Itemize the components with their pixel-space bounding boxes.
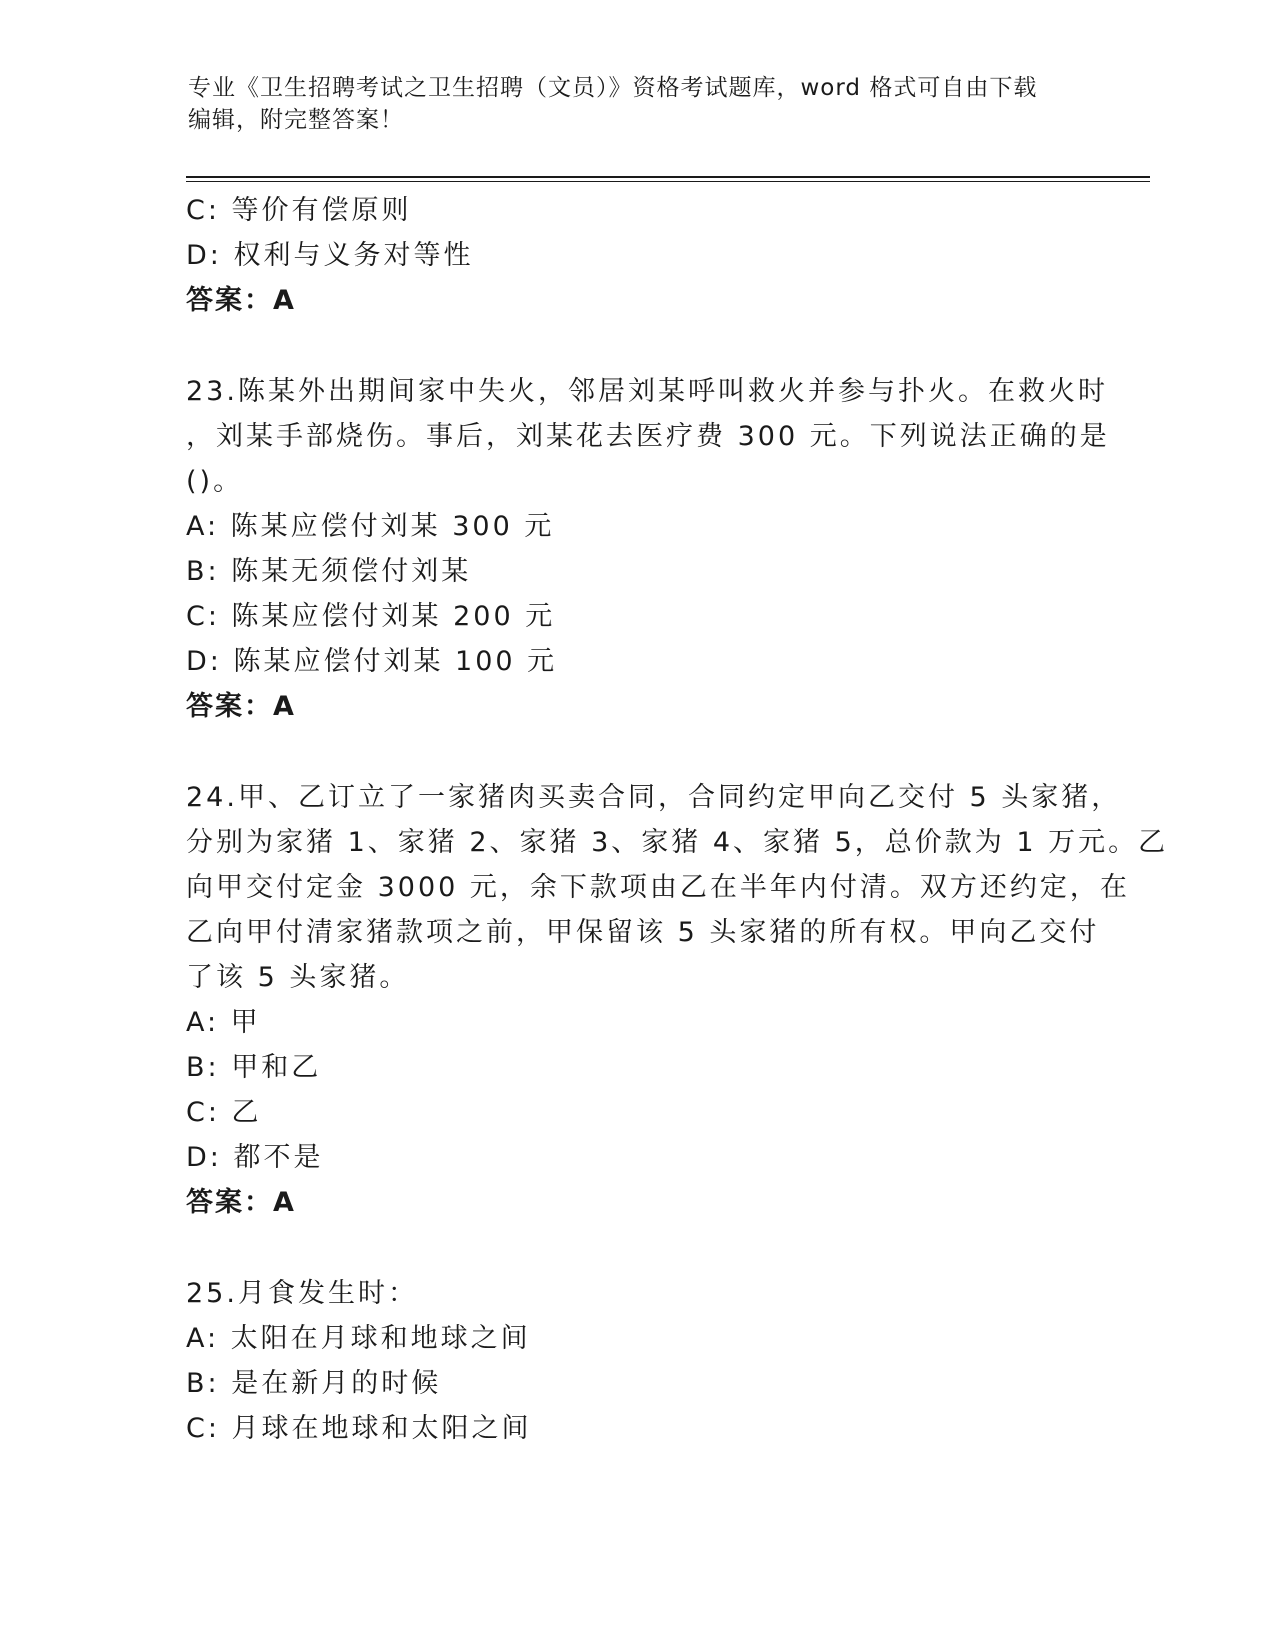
option-d: D: 权利与义务对等性 — [186, 240, 474, 271]
header-line-2: 编辑，附完整答案！ — [188, 107, 404, 133]
answer-label: 答案：A — [186, 1187, 296, 1218]
document-header — [188, 72, 1088, 136]
spacer — [186, 323, 1086, 369]
option-d: D: 都不是 — [186, 1142, 324, 1173]
header-divider-thick — [186, 176, 1150, 178]
option-c: C: 乙 — [186, 1097, 262, 1128]
question-stem-line: 23.陈某外出期间家中失火，邻居刘某呼叫救火并参与扑火。在救火时 — [186, 376, 1108, 407]
answer-label: 答案：A — [186, 285, 296, 316]
header-line-1: 专业《卫生招聘考试之卫生招聘（文员）》资格考试题库，word 格式可自由下载 — [188, 75, 1038, 101]
question-stem-line: 分别为家猪 1、家猪 2、家猪 3、家猪 4、家猪 5，总价款为 1 万元。乙 — [186, 827, 1169, 858]
question-stem-line: 24.甲、乙订立了一家猪肉买卖合同，合同约定甲向乙交付 5 头家猪， — [186, 782, 1122, 813]
prev-question — [186, 188, 1086, 323]
option-b: B: 陈某无须偿付刘某 — [186, 556, 472, 587]
question-23 — [186, 369, 1110, 729]
question-stem-line: ()。 — [186, 466, 244, 497]
question-stem-line: 25.月食发生时： — [186, 1278, 418, 1309]
option-b: B: 是在新月的时候 — [186, 1368, 442, 1399]
answer-label: 答案：A — [186, 691, 296, 722]
spacer — [186, 729, 1086, 775]
question-stem-line: 乙向甲付清家猪款项之前，甲保留该 5 头家猪的所有权。甲向乙交付 — [186, 917, 1100, 948]
question-stem-line: 了该 5 头家猪。 — [186, 962, 410, 993]
option-c: C: 等价有偿原则 — [186, 195, 412, 226]
question-25 — [186, 1271, 1086, 1451]
option-c: C: 月球在地球和太阳之间 — [186, 1413, 532, 1444]
option-a: A: 陈某应偿付刘某 300 元 — [186, 511, 555, 542]
question-24 — [186, 775, 1169, 1225]
option-c: C: 陈某应偿付刘某 200 元 — [186, 601, 556, 632]
question-stem-line: ，刘某手部烧伤。事后，刘某花去医疗费 300 元。下列说法正确的是 — [186, 421, 1110, 452]
option-b: B: 甲和乙 — [186, 1052, 322, 1083]
spacer — [186, 1225, 1086, 1271]
header-divider-thin — [186, 181, 1150, 182]
option-d: D: 陈某应偿付刘某 100 元 — [186, 646, 558, 677]
question-stem-line: 向甲交付定金 3000 元，余下款项由乙在半年内付清。双方还约定，在 — [186, 872, 1130, 903]
option-a: A: 太阳在月球和地球之间 — [186, 1323, 531, 1354]
option-a: A: 甲 — [186, 1007, 261, 1038]
question-body — [186, 188, 1169, 1451]
